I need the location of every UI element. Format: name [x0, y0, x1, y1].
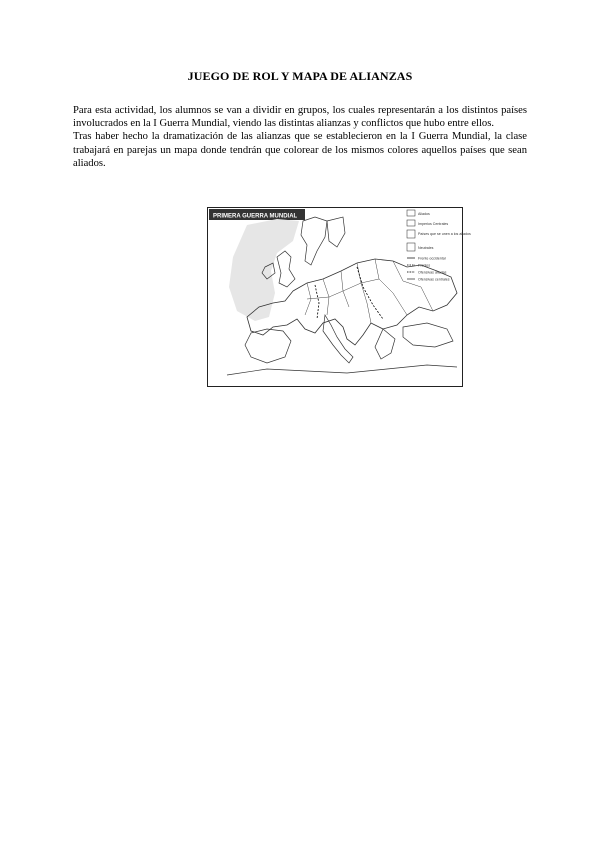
paragraph-1: Para esta actividad, los alumnos se van a dividir en grupos, los cuales representarán a los distintos países involucrados en la I Guerra Mundial, viendo las distintas alianzas y conflictos que hubo entre ellos.	[73, 105, 527, 130]
map-legend-4: Neutrales	[418, 246, 434, 250]
map-legend-5: Frente occidental	[418, 256, 446, 261]
map-header: PRIMERA GUERRA MUNDIAL	[213, 213, 298, 220]
map-legend-1: Aliados	[418, 212, 430, 216]
map-legend-2: Imperios Centrales	[418, 222, 449, 226]
document-body	[73, 104, 527, 170]
paragraph-2: Tras haber hecho la dramatización de las alianzas que se establecieron en la I Guerra Mundial, la clase trabajará en parejas un mapa donde tendrán que colorear de los mismos colores aquellos países que sean aliados.	[73, 131, 527, 169]
map-legend-3: Países que se unen a los aliados	[418, 232, 471, 236]
document-title: JUEGO DE ROL Y MAPA DE ALIANZAS	[187, 69, 413, 83]
map-legend-6: Frentes	[418, 263, 431, 268]
ww1-map-image	[207, 207, 471, 387]
map-legend-8: Ofensivas centrales	[418, 277, 450, 282]
map-legend-7: Ofensivas aliadas	[418, 270, 447, 275]
